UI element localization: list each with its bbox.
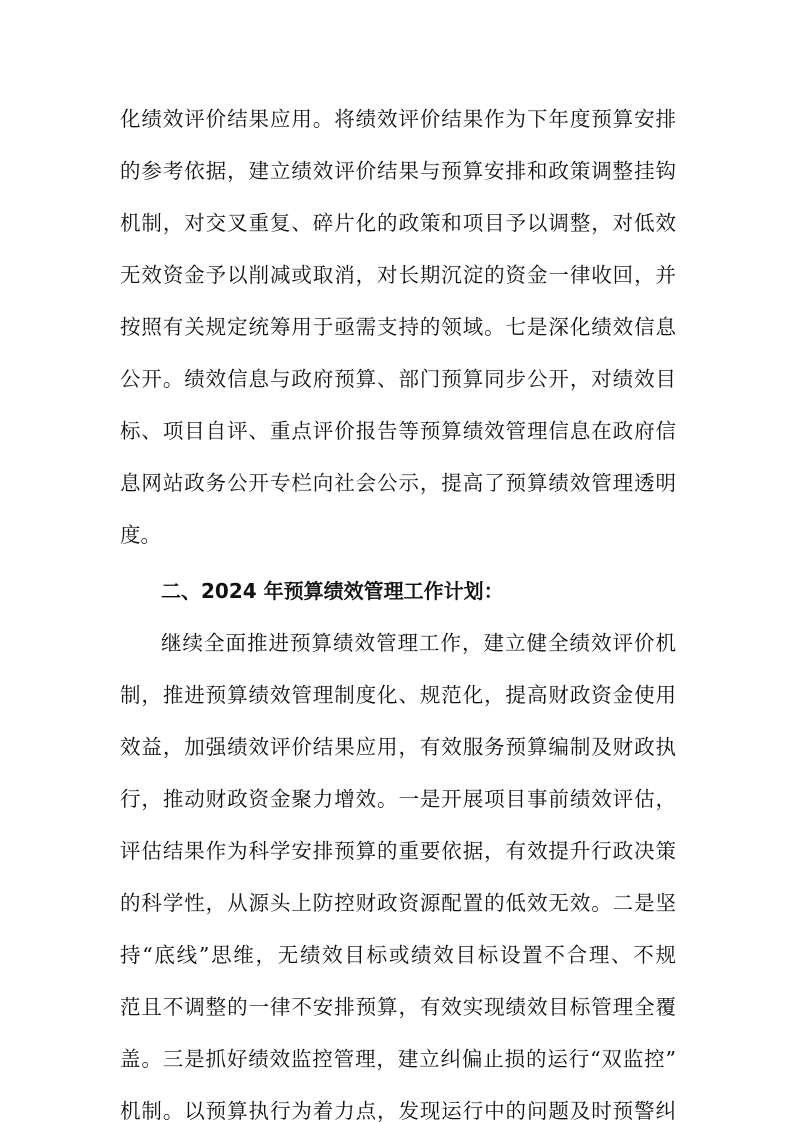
body-text-line: 按照有关规定统筹用于亟需支持的领域。七是深化绩效信息: [120, 315, 676, 339]
body-text-line: 范且不调整的一律不安排预算，有效实现绩效目标管理全覆: [120, 995, 676, 1019]
body-text-line: 标、项目自评、重点评价报告等预算绩效管理信息在政府信: [120, 419, 676, 443]
body-text-line: 的参考依据，建立绩效评价结果与预算安排和政策调整挂钩: [120, 159, 676, 183]
section-heading: 二、2024 年预算绩效管理工作计划：: [161, 579, 504, 603]
body-text-line: 无效资金予以削减或取消，对长期沉淀的资金一律收回，并: [120, 263, 676, 287]
body-text-line: 息网站政务公开专栏向社会公示，提高了预算绩效管理透明: [120, 471, 676, 495]
body-text-line: 机制，对交叉重复、碎片化的政策和项目予以调整，对低效: [120, 211, 676, 235]
body-text-line: 持“底线”思维，无绩效目标或绩效目标设置不合理、不规: [120, 943, 676, 967]
body-text-line: 机制。以预算执行为着力点，发现运行中的问题及时预警纠: [120, 1099, 676, 1122]
body-text-line: 盖。三是抓好绩效监控管理，建立纠偏止损的运行“双监控”: [120, 1047, 676, 1071]
body-text-line: 行，推动财政资金聚力增效。一是开展项目事前绩效评估，: [120, 787, 676, 811]
body-text-line: 继续全面推进预算绩效管理工作，建立健全绩效评价机: [161, 631, 676, 655]
body-text-line: 公开。绩效信息与政府预算、部门预算同步公开，对绩效目: [120, 367, 676, 391]
body-text-line: 制，推进预算绩效管理制度化、规范化，提高财政资金使用: [120, 683, 676, 707]
body-text-line: 的科学性，从源头上防控财政资源配置的低效无效。二是坚: [120, 891, 676, 915]
body-text-line: 化绩效评价结果应用。将绩效评价结果作为下年度预算安排: [120, 107, 676, 131]
body-text-line: 效益，加强绩效评价结果应用，有效服务预算编制及财政执: [120, 735, 676, 759]
body-text-line: 度。: [120, 523, 161, 547]
body-text-line: 评估结果作为科学安排预算的重要依据，有效提升行政决策: [120, 839, 676, 863]
